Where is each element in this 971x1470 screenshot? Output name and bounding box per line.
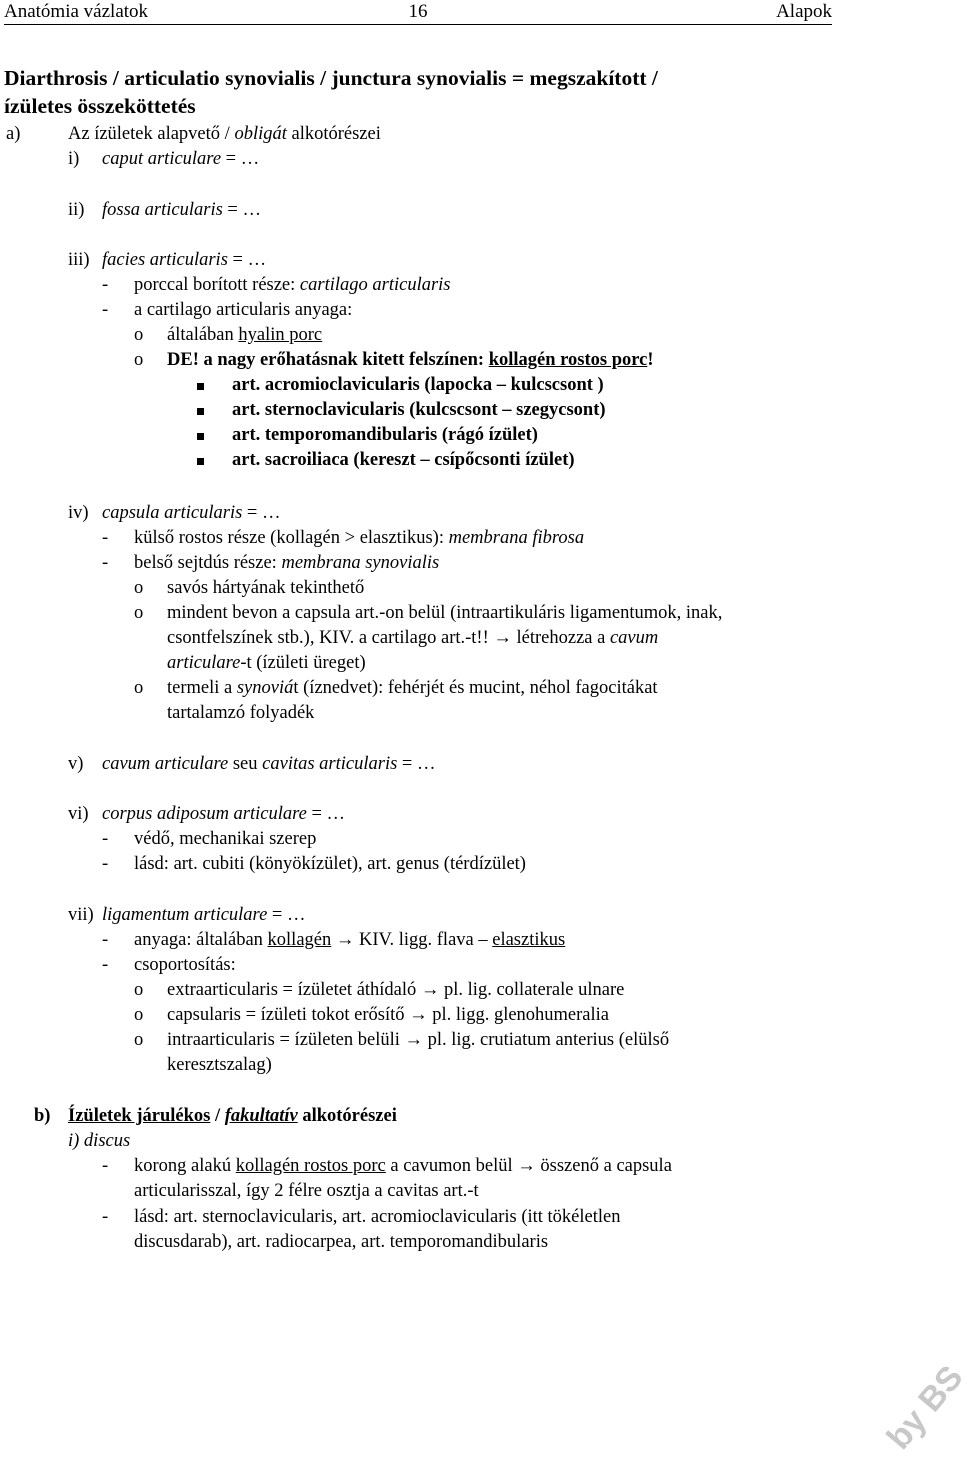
dash-bullet: - [102,854,109,874]
square-bullet-icon [197,449,204,471]
item-ii-number: ii) [68,200,85,220]
list-item: mindent bevon a capsula art.-on belül (intraartikuláris ligamentumok, inak, [167,603,723,623]
dash-bullet: - [102,930,109,950]
list-item-cont: keresztszalag) [167,1055,272,1075]
item-vii: ligamentum articulare = … [102,905,306,925]
item-iv-number: iv) [68,503,89,523]
header-left: Anatómia vázlatok [4,1,149,22]
list-item: csoportosítás: [134,955,236,975]
list-item-cont: csontfelszínek stb.), KIV. a cartilago art.-t!! → létrehozza a cavum [167,628,659,648]
item-vi-number: vi) [68,804,89,824]
list-item: lásd: art. sternoclavicularis, art. acromioclavicularis (itt tökéletlen [134,1207,621,1227]
list-item: lásd: art. cubiti (könyökízület), art. genus (térdízület) [134,854,526,874]
header-right: Alapok [776,1,832,22]
list-item: termeli a synoviát (íznedvet): fehérjét és mucint, néhol fagocitákat [167,678,658,698]
list-item: belső sejtdús része: membrana synovialis [134,553,440,573]
item-i: caput articulare = … [102,149,260,169]
square-bullet-icon [197,374,204,396]
list-item: anyaga: általában kollagén → KIV. ligg. flava – elasztikus [134,930,566,950]
header-page-number: 16 [408,1,428,22]
list-item: intraarticularis = ízületen belüli → pl. lig. crutiatum anterius (elülső [167,1030,670,1050]
page-title: Diarthrosis / articulatio synovialis / junctura synovialis = megszakított / [4,66,658,90]
list-item-cont: tartalamzó folyadék [167,703,315,723]
dash-bullet: - [102,1207,109,1227]
circle-bullet: o [134,578,144,598]
item-discus: i) discus [68,1131,131,1151]
dash-bullet: - [102,300,109,320]
list-item: art. sternoclavicularis (kulcscsont – szegycsont) [232,400,606,420]
page-title-line2: ízületes összeköttetés [4,94,196,118]
item-v-number: v) [68,754,84,774]
list-item: védő, mechanikai szerep [134,829,317,849]
list-item: a cartilago articularis anyaga: [134,300,353,320]
watermark: by BS [879,1358,971,1457]
item-vi: corpus adiposum articulare = … [102,804,346,824]
item-i-number: i) [68,149,80,169]
dash-bullet: - [102,829,109,849]
list-item: art. acromioclavicularis (lapocka – kulcscsont ) [232,375,604,395]
dash-bullet: - [102,553,109,573]
item-ii: fossa articularis = … [102,200,261,220]
list-item: porccal borított része: cartilago articularis [134,275,451,295]
circle-bullet: o [134,603,144,623]
section-a-marker: a) [6,124,21,144]
list-item: korong alakú kollagén rostos porc a cavumon belül → összenő a capsula [134,1156,672,1176]
item-iii: facies articularis = … [102,250,267,270]
section-a-heading: Az ízületek alapvető / obligát alkotórészei [68,124,381,144]
square-bullet-icon [197,399,204,421]
list-item: savós hártyának tekinthető [167,578,365,598]
dash-bullet: - [102,275,109,295]
list-item: art. temporomandibularis (rágó ízület) [232,425,538,445]
circle-bullet: o [134,1005,144,1025]
circle-bullet: o [134,1030,144,1050]
section-b-marker: b) [34,1106,51,1126]
list-item: külső rostos része (kollagén > elasztikus): membrana fibrosa [134,528,585,548]
list-item-cont: articulare-t (ízületi üreget) [167,653,366,673]
list-item: általában hyalin porc [167,325,323,345]
item-iii-number: iii) [68,250,90,270]
list-item: capsularis = ízületi tokot erősítő → pl. ligg. glenohumeralia [167,1005,610,1025]
circle-bullet: o [134,350,144,370]
list-item: DE! a nagy erőhatásnak kitett felszínen: kollagén rostos porc! [167,350,654,370]
circle-bullet: o [134,980,144,1000]
item-iv: capsula articularis = … [102,503,281,523]
page-header [4,0,832,25]
list-item: extraarticularis = ízületet áthídaló → pl. lig. collaterale ulnare [167,980,625,1000]
list-item-cont: articularisszal, így 2 félre osztja a cavitas art.-t [134,1181,479,1201]
dash-bullet: - [102,1156,109,1176]
list-item-cont: discusdarab), art. radiocarpea, art. temporomandibularis [134,1232,549,1252]
dash-bullet: - [102,528,109,548]
item-v: cavum articulare seu cavitas articularis = … [102,754,436,774]
list-item: art. sacroiliaca (kereszt – csípőcsonti ízület) [232,450,575,470]
item-vii-number: vii) [68,905,94,925]
section-b-heading: Ízületek járulékos / fakultatív alkotórészei [68,1106,397,1126]
square-bullet-icon [197,424,204,446]
circle-bullet: o [134,678,144,698]
dash-bullet: - [102,955,109,975]
circle-bullet: o [134,325,144,345]
